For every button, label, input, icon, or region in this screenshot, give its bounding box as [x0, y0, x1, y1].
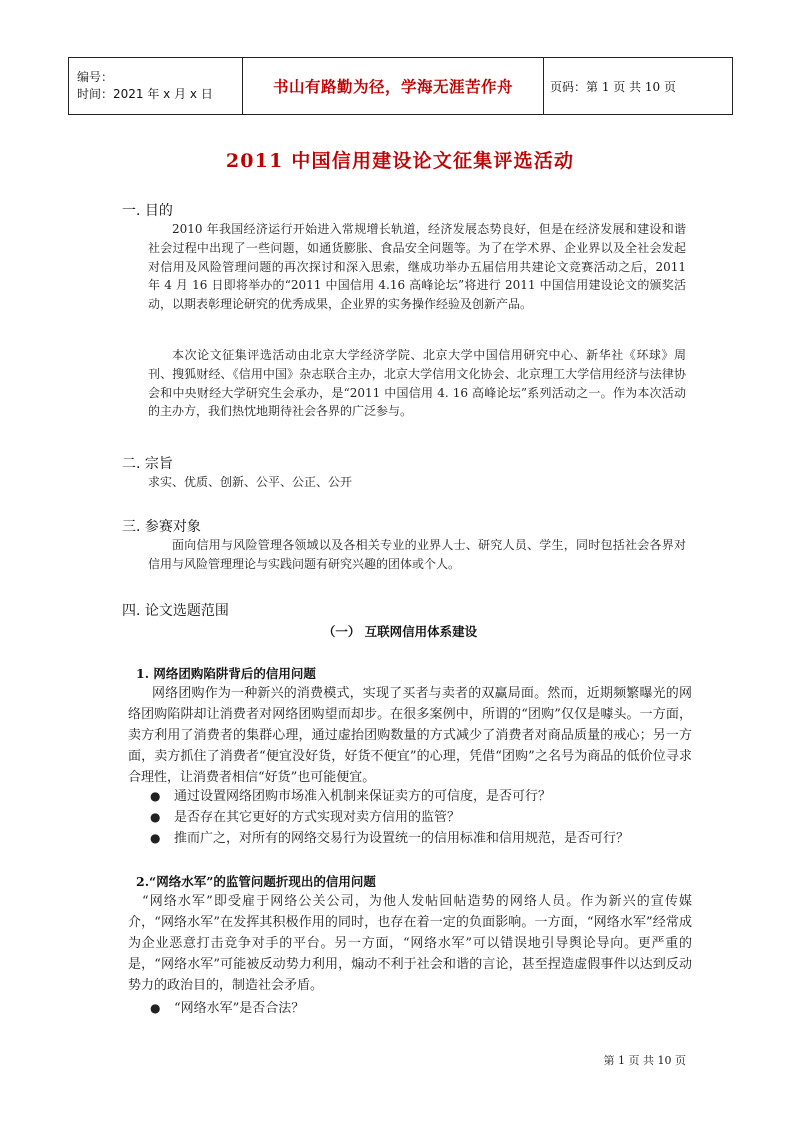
header-meta-cell — [69, 58, 243, 115]
topic-2-text: “网络水军”即受雇于网络公关公司，为他人发帖回帖造势的网络人员。作为新兴的宣传媒介，“网络水军”在发挥其积极作用的同时，也存在着一定的负面影响。一方面，“网络水军”经常成为企业恶意打击竞争对手的平台。另一方面，“网络水军”可以错误地引导舆论导向。更严重的是，“网络水军”可能被反动势力利用，煽动不利于社会和谐的言论，甚至捏造虚假事件以达到反动势力的政治目的，制造社会矛盾。 — [128, 894, 692, 993]
header-motto: 书山有路勤为径，学海无涯苦作舟 — [243, 58, 544, 115]
bullet-text: 通过设置网络团购市场准入机制来保证卖方的可信度，是否可行？ — [174, 789, 552, 804]
bullet-icon: ● — [150, 789, 161, 803]
purpose-paragraph-1: 2010 年我国经济运行开始进入常规增长轨道，经济发展态势良好，但是在经济发展和建设和谐社会过程中出现了一些问题，如通货膨胀、食品安全问题等。为了在学术界、企业界以及全社会发起对信用及风险管理问题的再次探讨和深入思索，继成功举办五届信用共建论文竞赛活动之后，2011 年 4 月 16 日即将举办的“2011 中国信用 4.16 高峰论坛”将进行 2011 中国信用建设论文的颁奖活动，以期表彰理论研究的优秀成果，企业界的实务操作经验及创新产品。 — [148, 222, 686, 312]
participants-paragraph: 面向信用与风险管理各领域以及各相关专业的业界人士、研究人员、学生，同时包括社会各界对信用与风险管理理论与实践问题有研究兴趣的团体或个人。 — [148, 538, 686, 571]
bullet-text: 推而广之，对所有的网络交易行为设置统一的信用标准和信用规范，是否可行？ — [174, 831, 630, 846]
section-heading-aim: 二. 宗旨 — [122, 456, 173, 472]
section-heading-participants: 三. 参赛对象 — [122, 519, 201, 535]
topic-1-bullet-1 — [150, 786, 551, 807]
topic-1-text: 网络团购作为一种新兴的消费模式，实现了买者与卖者的双赢局面。然而，近期频繁曝光的网络团购陷阱却让消费者对网络团购望而却步。在很多案例中，所谓的“团购”仅仅是噱头。一方面，卖方利用了消费者的集群心理，通过虚抬团购数量的方式减少了消费者对商品质量的戒心；另一方面，卖方抓住了消费者“便宜没好货，好货不便宜”的心理，凭借“团购”之名号为商品的低价位寻求合理性，让消费者相信“好货”也可能便宜。 — [128, 686, 692, 785]
document-title: 2011 中国信用建设论文征集评选活动 — [225, 150, 575, 172]
topic-1-title: 1. 网络团购陷阱背后的信用问题 — [136, 666, 316, 681]
topic-1-bullet-2 — [150, 807, 460, 828]
topic-2-bullet-1 — [150, 998, 304, 1019]
topic-1-bullet-3 — [150, 828, 629, 849]
header-table — [68, 57, 733, 115]
section-heading-topics: 四. 论文选题范围 — [122, 603, 229, 619]
bullet-icon: ● — [150, 831, 161, 845]
bullet-icon: ● — [150, 810, 161, 824]
page-footer: 第 1 页 共 10 页 — [603, 1054, 686, 1067]
section-heading-purpose: 一. 目的 — [122, 203, 173, 219]
time-label: 时间：2021 年 x 月 x 日 — [77, 87, 213, 101]
bullet-text: “网络水军”是否合法？ — [174, 1001, 305, 1016]
topics-subheading: （一） 互联网信用体系建设 — [322, 624, 478, 639]
bullet-text: 是否存在其它更好的方式实现对卖方信用的监管？ — [174, 810, 461, 825]
bullet-icon: ● — [150, 1001, 161, 1015]
purpose-paragraph-2: 本次论文征集评选活动由北京大学经济学院、北京大学中国信用研究中心、新华社《环球》周刊、搜狐财经、《信用中国》杂志联合主办，北京大学信用文化协会、北京理工大学信用经济与法律协会和中央财经大学研究生会承办，是“2011 中国信用 4. 16 高峰论坛”系列活动之一。作为本次活动的主办方，我们热忱地期待社会各界的广泛参与。 — [148, 348, 686, 419]
aim-paragraph: 求实、优质、创新、公平、公正、公开 — [148, 475, 353, 489]
header-page-info: 页码：第 1 页 共 10 页 — [544, 58, 733, 115]
serial-label: 编号： — [77, 70, 114, 84]
topic-2-title: 2.“网络水军”的监管问题折现出的信用问题 — [136, 874, 376, 889]
